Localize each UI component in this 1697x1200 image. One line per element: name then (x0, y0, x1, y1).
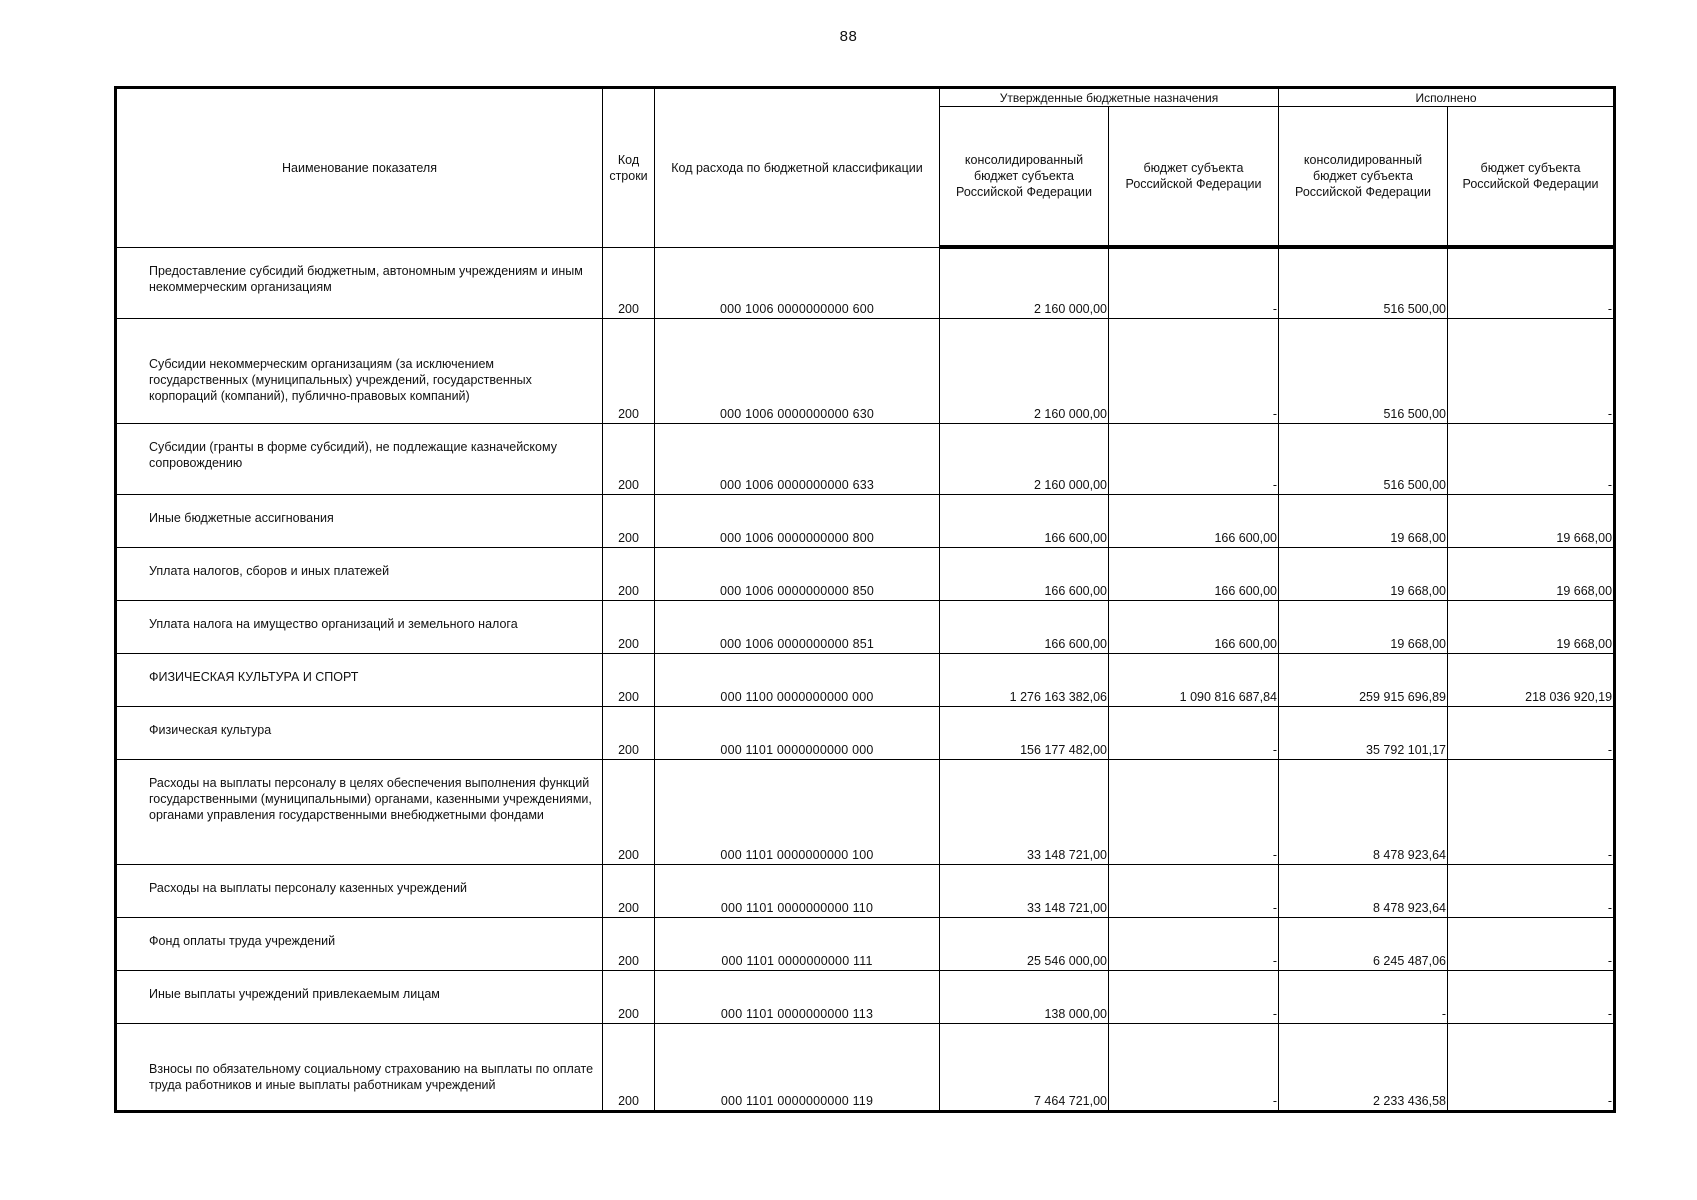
row-name: Предоставление субсидий бюджетным, автономным учреждениям и иным некоммерческим организациям (116, 247, 603, 318)
row-executed-subject: 19 668,00 (1448, 547, 1615, 600)
row-approved-subject: - (1109, 864, 1279, 917)
row-approved-consolidated: 166 600,00 (940, 600, 1109, 653)
table-row (116, 318, 1615, 423)
row-executed-consolidated: 8 478 923,64 (1279, 864, 1448, 917)
row-executed-subject: - (1448, 864, 1615, 917)
row-name: Субсидии некоммерческим организациям (за исключением государственных (муниципальных) учреждений, государственных корпораций (компаний), публично-правовых компаний) (116, 318, 603, 423)
row-executed-subject: - (1448, 759, 1615, 864)
table-row (116, 423, 1615, 494)
header-approved-consolidated: консолидированный бюджет субъекта Российской Федерации (940, 107, 1109, 248)
row-executed-consolidated: 2 233 436,58 (1279, 1023, 1448, 1111)
row-approved-consolidated: 2 160 000,00 (940, 247, 1109, 318)
row-executed-subject: 218 036 920,19 (1448, 653, 1615, 706)
row-executed-consolidated: 259 915 696,89 (1279, 653, 1448, 706)
row-line-code: 200 (603, 917, 655, 970)
row-executed-consolidated: 35 792 101,17 (1279, 706, 1448, 759)
row-executed-consolidated: 19 668,00 (1279, 600, 1448, 653)
row-expense-code: 000 1101 0000000000 113 (655, 970, 940, 1023)
row-executed-subject: - (1448, 917, 1615, 970)
row-executed-subject: - (1448, 423, 1615, 494)
row-approved-subject: - (1109, 970, 1279, 1023)
row-line-code: 200 (603, 864, 655, 917)
row-executed-consolidated: - (1279, 970, 1448, 1023)
row-executed-consolidated: 19 668,00 (1279, 494, 1448, 547)
row-executed-subject: 19 668,00 (1448, 494, 1615, 547)
row-approved-consolidated: 33 148 721,00 (940, 864, 1109, 917)
row-expense-code: 000 1101 0000000000 100 (655, 759, 940, 864)
row-approved-subject: 166 600,00 (1109, 600, 1279, 653)
row-approved-subject: 166 600,00 (1109, 494, 1279, 547)
row-executed-subject: - (1448, 706, 1615, 759)
row-expense-code: 000 1006 0000000000 851 (655, 600, 940, 653)
row-expense-code: 000 1101 0000000000 119 (655, 1023, 940, 1111)
row-approved-subject: - (1109, 423, 1279, 494)
row-line-code: 200 (603, 759, 655, 864)
row-expense-code: 000 1006 0000000000 633 (655, 423, 940, 494)
row-approved-consolidated: 2 160 000,00 (940, 318, 1109, 423)
row-approved-consolidated: 166 600,00 (940, 547, 1109, 600)
row-approved-consolidated: 156 177 482,00 (940, 706, 1109, 759)
row-line-code: 200 (603, 1023, 655, 1111)
row-expense-code: 000 1006 0000000000 800 (655, 494, 940, 547)
header-executed-consolidated: консолидированный бюджет субъекта Российской Федерации (1279, 107, 1448, 248)
table-row (116, 547, 1615, 600)
row-line-code: 200 (603, 423, 655, 494)
page-number: 88 (839, 28, 858, 45)
row-executed-subject: - (1448, 247, 1615, 318)
table-row (116, 653, 1615, 706)
header-approved-group: Утвержденные бюджетные назначения (940, 88, 1279, 107)
row-approved-subject: 166 600,00 (1109, 547, 1279, 600)
table-row (116, 706, 1615, 759)
row-approved-consolidated: 138 000,00 (940, 970, 1109, 1023)
row-expense-code: 000 1101 0000000000 000 (655, 706, 940, 759)
row-expense-code: 000 1100 0000000000 000 (655, 653, 940, 706)
row-expense-code: 000 1006 0000000000 600 (655, 247, 940, 318)
row-executed-consolidated: 8 478 923,64 (1279, 759, 1448, 864)
row-line-code: 200 (603, 494, 655, 547)
row-executed-consolidated: 516 500,00 (1279, 247, 1448, 318)
row-approved-consolidated: 2 160 000,00 (940, 423, 1109, 494)
row-executed-consolidated: 19 668,00 (1279, 547, 1448, 600)
row-approved-consolidated: 25 546 000,00 (940, 917, 1109, 970)
row-executed-consolidated: 516 500,00 (1279, 423, 1448, 494)
row-executed-consolidated: 516 500,00 (1279, 318, 1448, 423)
row-executed-subject: - (1448, 318, 1615, 423)
row-name: Расходы на выплаты персоналу в целях обеспечения выполнения функций государственными (муниципальными) органами, казенными учреждениями, органами управления государственными внебюджетными фондами (116, 759, 603, 864)
header-executed-group: Исполнено (1279, 88, 1615, 107)
row-expense-code: 000 1006 0000000000 850 (655, 547, 940, 600)
row-approved-consolidated: 166 600,00 (940, 494, 1109, 547)
row-name: Расходы на выплаты персоналу казенных учреждений (116, 864, 603, 917)
row-line-code: 200 (603, 706, 655, 759)
row-approved-subject: - (1109, 318, 1279, 423)
row-name: Уплата налога на имущество организаций и земельного налога (116, 600, 603, 653)
budget-execution-table (114, 86, 1616, 1113)
table-row (116, 600, 1615, 653)
row-name: Субсидии (гранты в форме субсидий), не подлежащие казначейскому сопровождению (116, 423, 603, 494)
row-executed-consolidated: 6 245 487,06 (1279, 917, 1448, 970)
table-row (116, 917, 1615, 970)
row-approved-subject: - (1109, 917, 1279, 970)
row-executed-subject: 19 668,00 (1448, 600, 1615, 653)
row-approved-subject: - (1109, 247, 1279, 318)
row-name: Уплата налогов, сборов и иных платежей (116, 547, 603, 600)
row-line-code: 200 (603, 970, 655, 1023)
row-line-code: 200 (603, 547, 655, 600)
row-expense-code: 000 1006 0000000000 630 (655, 318, 940, 423)
row-executed-subject: - (1448, 970, 1615, 1023)
row-name: Физическая культура (116, 706, 603, 759)
row-name: Взносы по обязательному социальному страхованию на выплаты по оплате труда работников и иные выплаты работникам учреждений (116, 1023, 603, 1111)
header-expense-code: Код расхода по бюджетной классификации (655, 88, 940, 248)
table-row (116, 1023, 1615, 1111)
header-indicator-name: Наименование показателя (116, 88, 603, 248)
row-name: ФИЗИЧЕСКАЯ КУЛЬТУРА И СПОРТ (116, 653, 603, 706)
header-approved-subject: бюджет субъекта Российской Федерации (1109, 107, 1279, 248)
row-line-code: 200 (603, 318, 655, 423)
row-line-code: 200 (603, 600, 655, 653)
table-row (116, 864, 1615, 917)
row-expense-code: 000 1101 0000000000 111 (655, 917, 940, 970)
table-row (116, 970, 1615, 1023)
row-line-code: 200 (603, 247, 655, 318)
table-row (116, 247, 1615, 318)
table-row (116, 494, 1615, 547)
row-approved-subject: - (1109, 706, 1279, 759)
row-name: Иные выплаты учреждений привлекаемым лицам (116, 970, 603, 1023)
row-expense-code: 000 1101 0000000000 110 (655, 864, 940, 917)
row-approved-consolidated: 33 148 721,00 (940, 759, 1109, 864)
header-line-code: Код строки (603, 88, 655, 248)
row-name: Фонд оплаты труда учреждений (116, 917, 603, 970)
row-approved-consolidated: 7 464 721,00 (940, 1023, 1109, 1111)
row-name: Иные бюджетные ассигнования (116, 494, 603, 547)
row-approved-subject: - (1109, 1023, 1279, 1111)
row-approved-consolidated: 1 276 163 382,06 (940, 653, 1109, 706)
row-line-code: 200 (603, 653, 655, 706)
row-approved-subject: - (1109, 759, 1279, 864)
row-approved-subject: 1 090 816 687,84 (1109, 653, 1279, 706)
table-row (116, 759, 1615, 864)
header-executed-subject: бюджет субъекта Российской Федерации (1448, 107, 1615, 248)
row-executed-subject: - (1448, 1023, 1615, 1111)
